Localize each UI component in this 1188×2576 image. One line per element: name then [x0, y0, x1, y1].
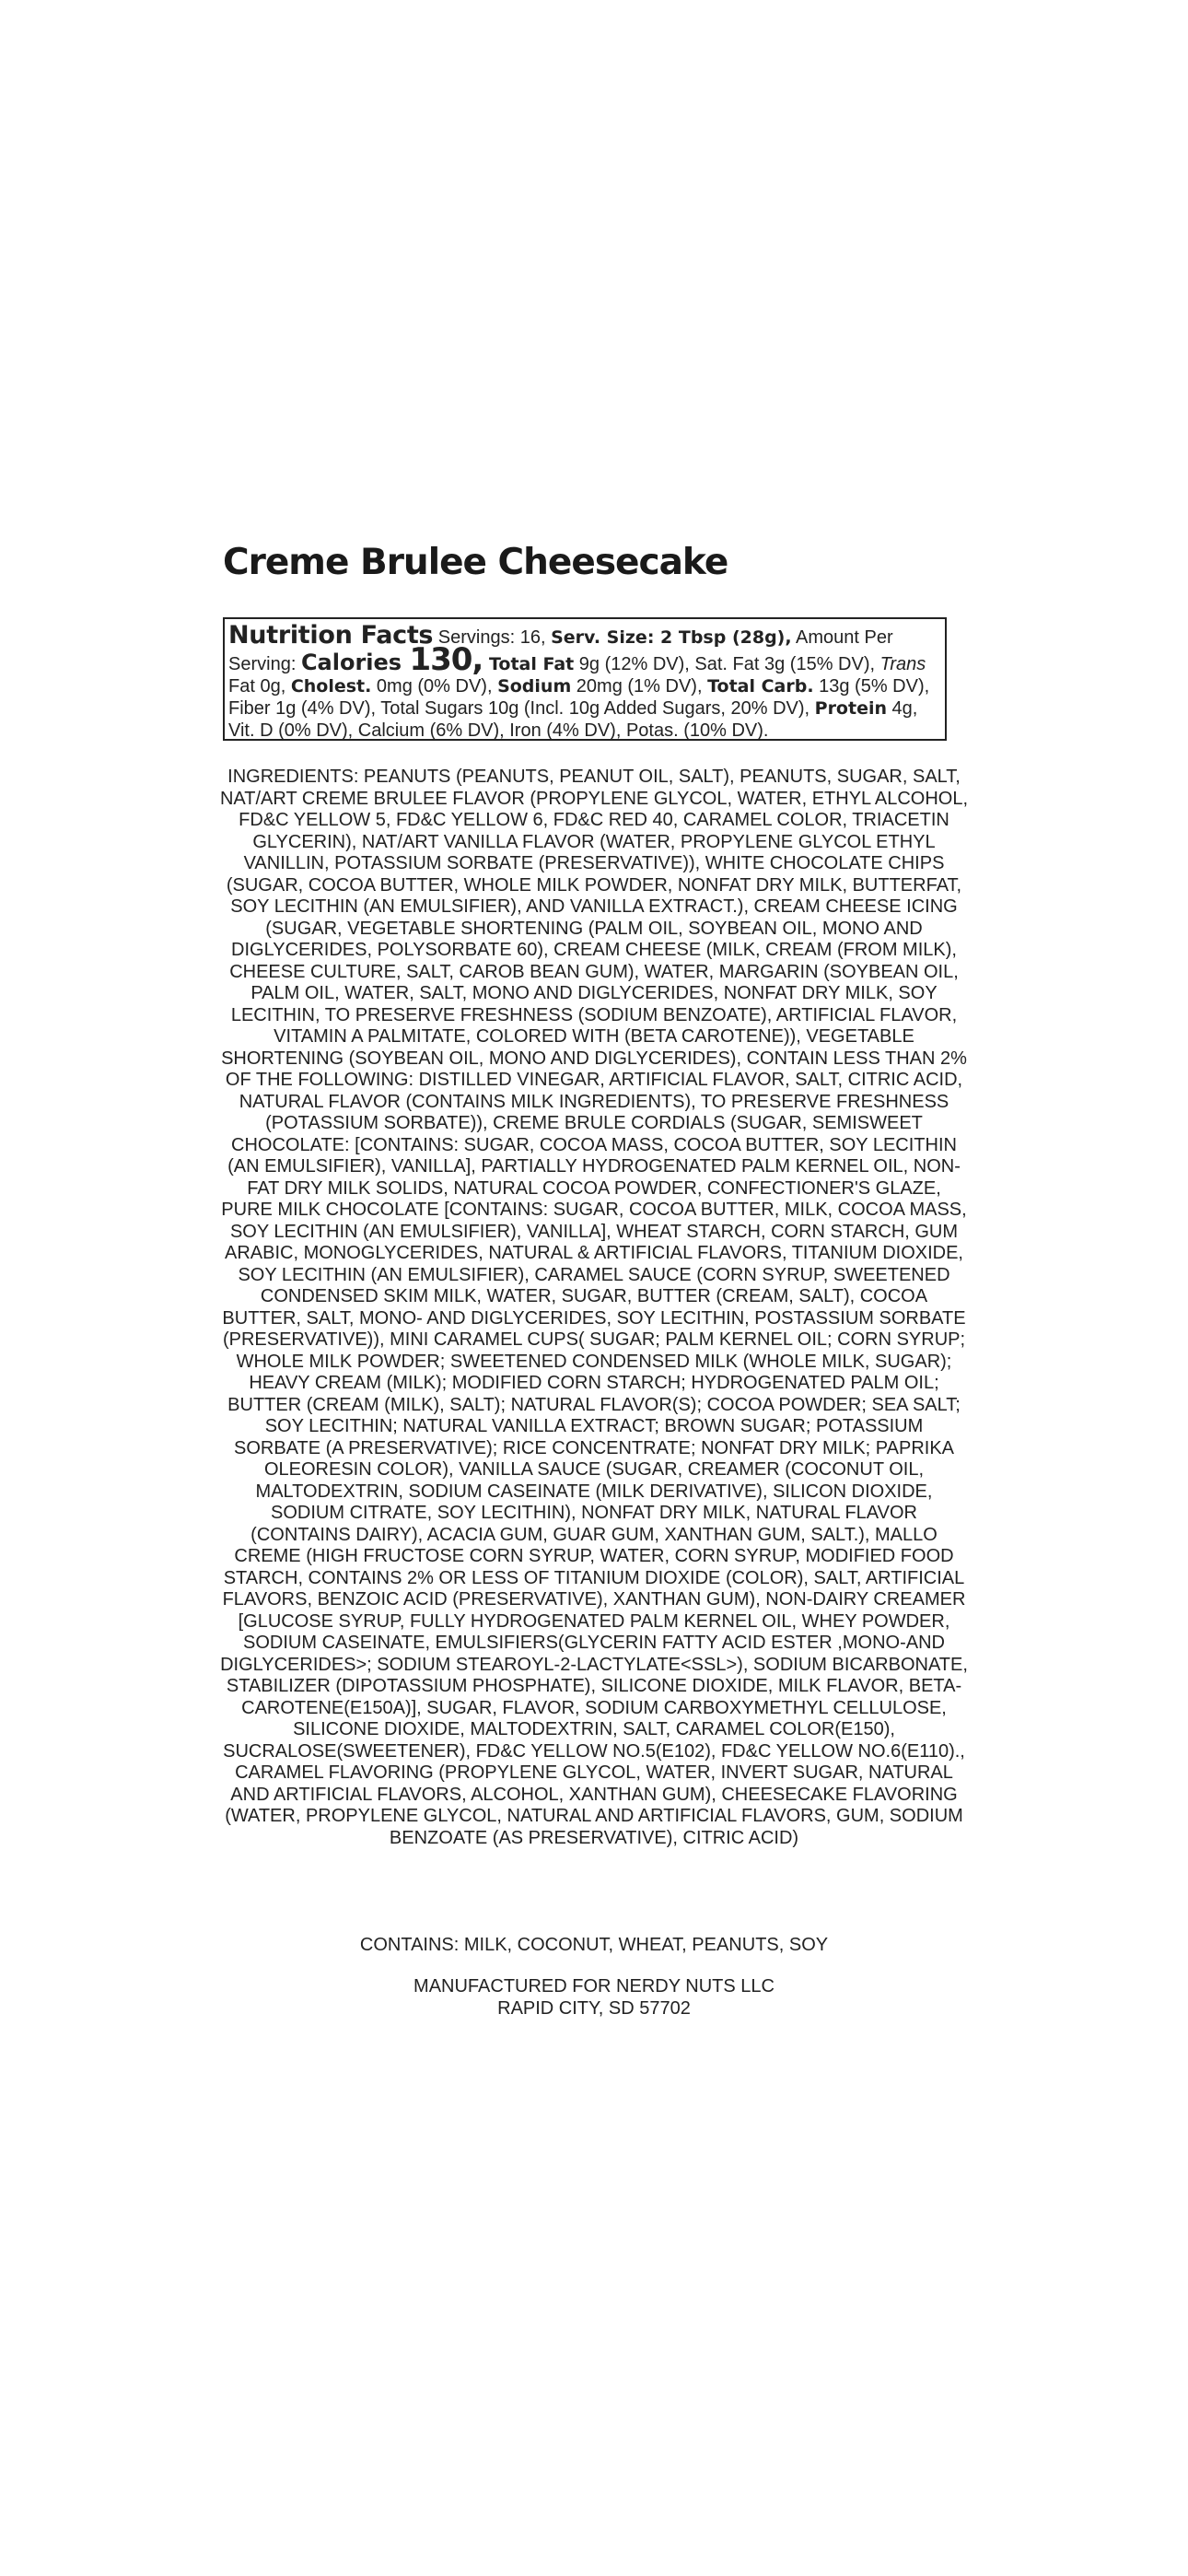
trans-fat-label: Trans — [879, 654, 926, 674]
calories-value: 130, — [409, 641, 483, 678]
serving-size-value: 2 Tbsp (28g), — [654, 627, 792, 648]
total-fat-value: 9g (12% DV), Sat. Fat 3g (15% DV), — [574, 654, 880, 674]
allergen-statement: CONTAINS: MILK, COCONUT, WHEAT, PEANUTS, SOY — [359, 1935, 829, 1955]
manufacturer-name: MANUFACTURED FOR NERDY NUTS LLC — [413, 1976, 775, 1996]
product-title: Creme Brulee Cheesecake — [223, 542, 728, 583]
nutrition-facts-heading: Nutrition Facts — [228, 621, 434, 650]
protein-label: Protein — [814, 698, 887, 719]
nutrition-facts-panel — [223, 617, 947, 741]
total-carb-value: 13g (5% DV), Fiber 1g (4% DV), Total Sugars 10g (Incl. 10g Added Sugars, 20% DV), — [228, 676, 930, 719]
total-fat-label: Total Fat — [483, 654, 575, 674]
serving-size-label: Serv. Size: — [551, 627, 655, 648]
calories-label: Calories — [300, 650, 410, 675]
cholesterol-value: 0mg (0% DV), — [371, 676, 498, 697]
amount-per-serving-text: Amount Per Serving: — [228, 627, 893, 674]
cholesterol-label: Cholest. — [290, 676, 372, 697]
servings-text: Servings: 16, — [437, 627, 552, 648]
sodium-value: 20mg (1% DV), — [571, 676, 708, 697]
total-carb-label: Total Carb. — [707, 676, 814, 697]
ingredients-list: INGREDIENTS: PEANUTS (PEANUTS, PEANUT OIL, SALT), PEANUTS, SUGAR, SALT, NAT/ART CREME BRULEE FLAVOR (PROPYLENE GLYCOL, WATER, ETHYL ALCOHOL, FD&C YELLOW 5, FD&C YELLOW 6, FD&C RED 40, CARAMEL COLOR, TRIACETIN GLYCERIN), NAT/ART VANILLA FLAVOR (WATER, PROPYLENE GLYCOL ETHYL VANILLIN, POTASSIUM SORBATE (PRESERVATIVE)), WHITE CHOCOLATE CHIPS (SUGAR, COCOA BUTTER, WHOLE MILK POWDER, NONFAT DRY MILK, BUTTERFAT, SOY LECITHIN (AN EMULSIFIER), AND VANILLA EXTRACT.), CREAM CHEESE ICING (SUGAR, VEGETABLE SHORTENING (PALM OIL, SOYBEAN OIL, MONO AND DIGLYCERIDES, POLYSORBATE 60), CREAM CHEESE (MILK, CREAM (FROM MILK), CHEESE CULTURE, SALT, CAROB BEAN GUM), WATER, MARGARIN (SOYBEAN OIL, PALM OIL, WATER, SALT, MONO AND DIGLYCERIDES, NONFAT DRY MILK, SOY LECITHIN, TO PRESERVE FRESHNESS (SODIUM BENZOATE), ARTIFICIAL FLAVOR, VITAMIN A PALMITATE, COLORED WITH (BETA CAROTENE)), VEGETABLE SHORTENING (SOYBEAN OIL, MONO AND DIGLYCERIDES), CONTAIN LESS THAN 2% OF THE FOLLOWING: DISTILLED VINEGAR, ARTIFICIAL FLAVOR, SALT, CITRIC ACID, NATURAL FLAVOR (CONTAINS MILK INGREDIENTS), TO PRESERVE FRESHNESS (POTASSIUM SORBATE)), CREME BRULE CORDIALS (SUGAR, SEMISWEET CHOCOLATE: [CONTAINS: SUGAR, COCOA MASS, COCOA BUTTER, SOY LECITHIN (AN EMULSIFIER), VANILLA], PARTIALLY HYDROGENATED PALM KERNEL OIL, NON-FAT DRY MILK SOLIDS, NATURAL COCOA POWDER, CONFECTIONER'S GLAZE, PURE MILK CHOCOLATE [CONTAINS: SUGAR, COCOA BUTTER, MILK, COCOA MASS, SOY LECITHIN (AN EMULSIFIER), VANILLA], WHEAT STARCH, CORN STARCH, GUM ARABIC, MONOGLYCERIDES, NATURAL & ARTIFICIAL FLAVORS, TITANIUM DIOXIDE, SOY LECITHIN (AN EMULSIFIER), CARAMEL SAUCE (CORN SYRUP, SWEETENED CONDENSED SKIM MILK, WATER, SUGAR, BUTTER (CREAM, SALT), COCOA BUTTER, SALT, MONO- AND DIGLYCERIDES, SOY LECITHIN, POSTASSIUM SORBATE (PRESERVATIVE)), MINI CARAMEL CUPS( SUGAR; PALM KERNEL OIL; CORN SYRUP; WHOLE MILK POWDER; SWEETENED CONDENSED MILK (WHOLE MILK, SUGAR); HEAVY CREAM (MILK); MODIFIED CORN STARCH; HYDROGENATED PALM OIL; BUTTER (CREAM (MILK), SALT); NATURAL FLAVOR(S); COCOA POWDER; SEA SALT; SOY LECITHIN; NATURAL VANILLA EXTRACT; BROWN SUGAR; POTASSIUM SORBATE (A PRESERVATIVE); RICE CONCENTRATE; NONFAT DRY MILK; PAPRIKA OLEORESIN COLOR), VANILLA SAUCE (SUGAR, CREAMER (COCONUT OIL, MALTODEXTRIN, SODIUM CASEINATE (MILK DERIVATIVE), SILICON DIOXIDE, SODIUM CITRATE, SOY LECITHIN), NONFAT DRY MILK, NATURAL FLAVOR (CONTAINS DAIRY), ACACIA GUM, GUAR GUM, XANTHAN GUM, SALT.), MALLO CREME (HIGH FRUCTOSE CORN SYRUP, WATER, CORN SYRUP, MODIFIED FOOD STARCH, CONTAINS 2% OR LESS OF TITANIUM DIOXIDE (COLOR), SALT, ARTIFICIAL FLAVORS, BENZOIC ACID (PRESERVATIVE), XANTHAN GUM), NON-DAIRY CREAMER [GLUCOSE SYRUP, FULLY HYDROGENATED PALM KERNEL OIL, WHEY POWDER, SODIUM CASEINATE, EMULSIFIERS(GLYCERIN FATTY ACID ESTER ,MONO-AND DIGLYCERIDES>; SODIUM STEAROYL-2-LACTYLATE<SSL>), SODIUM BICARBONATE, STABILIZER (DIPOTASSIUM PHOSPHATE), SILICONE DIOXIDE, MILK FLAVOR, BETA-CAROTENE(E150A)], SUGAR, FLAVOR, SODIUM CARBOXYMETHYL CELLULOSE, SILICONE DIOXIDE, MALTODEXTRIN, SALT, CARAMEL COLOR(E150), SUCRALOSE(SWEETENER), FD&C YELLOW NO.5(E102), FD&C YELLOW NO.6(E110)., CARAMEL FLAVORING (PROPYLENE GLYCOL, WATER, INVERT SUGAR, NATURAL AND ARTIFICIAL FLAVORS, ALCOHOL, XANTHAN GUM), CHEESECAKE FLAVORING (WATER, PROPYLENE GLYCOL, NATURAL AND ARTIFICIAL FLAVORS, GUM, SODIUM BENZOATE (AS PRESERVATIVE), CITRIC ACID) — [219, 767, 969, 1848]
trans-fat-value: Fat 0g, — [228, 676, 291, 697]
manufacturer-address: RAPID CITY, SD 57702 — [497, 1998, 691, 2019]
sodium-label: Sodium — [497, 676, 572, 697]
protein-value: 4g, Vit. D (0% DV), Calcium (6% DV), Iron (4% DV), Potas. (10% DV). — [228, 698, 918, 741]
manufacturer-info — [223, 1975, 965, 2020]
